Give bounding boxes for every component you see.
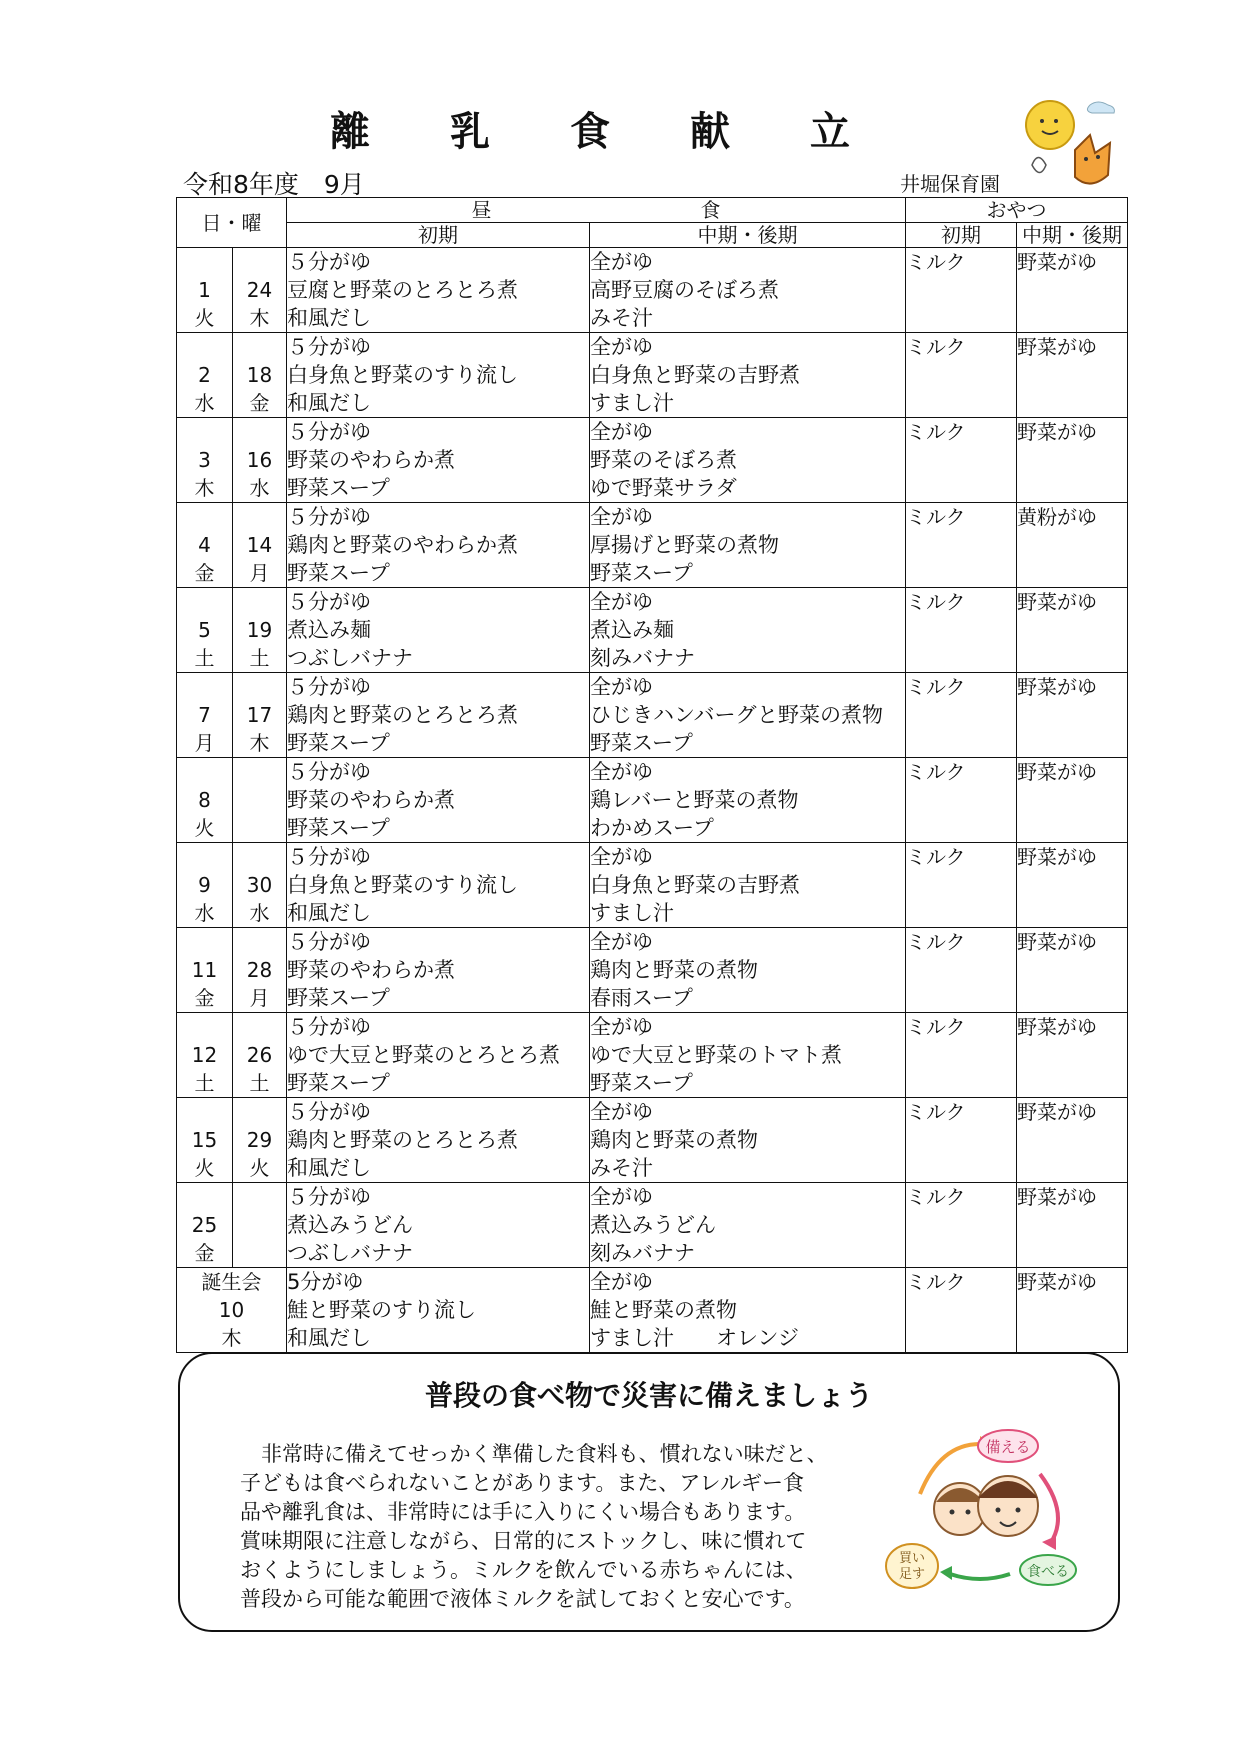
- menu-item: 白身魚と野菜のすり流し: [287, 873, 518, 897]
- table-row: [177, 673, 1128, 758]
- snack-early: ミルク: [906, 1183, 1017, 1268]
- title-char: 離: [330, 108, 370, 155]
- lunch-mid-late: [590, 588, 906, 673]
- menu-item: 煮込みうどん: [590, 1213, 716, 1237]
- note-line: 非常時に備えてせっかく準備した食料も、慣れない味だと、: [240, 1442, 828, 1466]
- food-cycle-illustration: [880, 1414, 1080, 1604]
- snack-early: ミルク: [906, 1098, 1017, 1183]
- table-row: [177, 1013, 1128, 1098]
- menu-item: 全がゆ: [590, 1270, 653, 1294]
- menu-item: 鶏肉と野菜の煮物: [590, 958, 758, 982]
- menu-item: ５分がゆ: [287, 1100, 371, 1124]
- menu-item: すまし汁: [590, 901, 674, 925]
- date-first: [177, 928, 233, 1013]
- menu-item: 鶏肉と野菜の煮物: [590, 1128, 758, 1152]
- menu-item: 煮込み麺: [590, 618, 674, 642]
- menu-item: 豆腐と野菜のとろとろ煮: [287, 278, 518, 302]
- snack-mid-late: 野菜がゆ: [1017, 673, 1128, 758]
- menu-item: 煮込みうどん: [287, 1213, 413, 1237]
- menu-item: すまし汁 オレンジ: [590, 1326, 799, 1350]
- weekday: 金: [194, 561, 215, 585]
- cycle-eat-label: 食べる: [1027, 1564, 1069, 1580]
- lunch-mid-late: [590, 673, 906, 758]
- menu-item: 鶏レバーと野菜の煮物: [590, 788, 799, 812]
- menu-item: 全がゆ: [590, 930, 653, 954]
- menu-item: つぶしバナナ: [287, 1241, 413, 1265]
- date-first: [177, 673, 233, 758]
- snack-mid-late: 野菜がゆ: [1017, 1268, 1128, 1353]
- day-number: 18: [246, 363, 273, 387]
- title-char: 乳: [450, 108, 490, 155]
- menu-item: 刻みバナナ: [590, 646, 695, 670]
- menu-item: 野菜のそぼろ煮: [590, 448, 737, 472]
- school-name: 井堀保育園: [900, 172, 1000, 196]
- lunch-early: [287, 588, 590, 673]
- day-number: 5: [198, 618, 211, 642]
- weekday: 水: [194, 901, 215, 925]
- menu-item: 野菜スープ: [590, 1071, 693, 1095]
- snack-early: ミルク: [906, 673, 1017, 758]
- menu-item: 白身魚と野菜の吉野煮: [590, 873, 800, 897]
- menu-item: 全がゆ: [590, 335, 653, 359]
- header-lunch: [287, 198, 906, 223]
- header-mid-late: 中期・後期: [590, 223, 906, 248]
- day-number: 26: [246, 1043, 273, 1067]
- menu-item: ゆで大豆と野菜のとろとろ煮: [287, 1043, 560, 1067]
- snack-mid-late: 野菜がゆ: [1017, 928, 1128, 1013]
- header-snack-mid-late: 中期・後期: [1017, 223, 1128, 248]
- note-line: 子どもは食べられないことがあります。また、アレルギー食: [240, 1471, 804, 1495]
- menu-item: 野菜スープ: [590, 731, 693, 755]
- day-number: 7: [198, 703, 211, 727]
- note-title: 普段の食べ物で災害に備えましょう: [424, 1379, 873, 1412]
- day-number: 14: [246, 533, 273, 557]
- note-line: 品や離乳食は、非常時には手に入りにくい場合もあります。: [240, 1500, 806, 1524]
- lunch-early: [287, 1268, 590, 1353]
- day-number: 25: [191, 1213, 218, 1237]
- title-char: 献: [690, 108, 730, 155]
- date-first: [177, 1098, 233, 1183]
- menu-item: ５分がゆ: [287, 335, 371, 359]
- weekday: 金: [194, 986, 215, 1010]
- menu-item: 白身魚と野菜の吉野煮: [590, 363, 800, 387]
- title-char: 食: [570, 108, 610, 155]
- title-char: 立: [810, 108, 850, 155]
- day-number: 1: [198, 278, 211, 302]
- menu-item: 鶏肉と野菜のとろとろ煮: [287, 703, 518, 727]
- snack-mid-late: 野菜がゆ: [1017, 1098, 1128, 1183]
- cycle-buy-label-b: 足す: [898, 1567, 926, 1582]
- weekday: 月: [249, 561, 270, 585]
- weekday: 木: [194, 476, 215, 500]
- weekday: 月: [194, 731, 215, 755]
- menu-item: 和風だし: [287, 1326, 371, 1350]
- menu-item: ５分がゆ: [287, 590, 371, 614]
- menu-item: ５分がゆ: [287, 845, 371, 869]
- table-row: [177, 1098, 1128, 1183]
- menu-item: 全がゆ: [590, 1100, 653, 1124]
- lunch-mid-late: [590, 1268, 906, 1353]
- snack-mid-late: 野菜がゆ: [1017, 758, 1128, 843]
- menu-item: わかめスープ: [590, 816, 714, 840]
- snack-early: ミルク: [906, 928, 1017, 1013]
- menu-item: 鮭と野菜の煮物: [590, 1298, 737, 1322]
- day-number: 12: [191, 1043, 218, 1067]
- header-snack: おやつ: [906, 198, 1128, 223]
- weekday: 木: [249, 306, 270, 330]
- day-number: 29: [246, 1128, 273, 1152]
- day-number: 15: [191, 1128, 218, 1152]
- menu-item: 全がゆ: [590, 590, 653, 614]
- lunch-mid-late: [590, 503, 906, 588]
- menu-item: ５分がゆ: [287, 250, 371, 274]
- menu-item: ゆで大豆と野菜のトマト煮: [590, 1043, 842, 1067]
- menu-item: 高野豆腐のそぼろ煮: [590, 278, 779, 302]
- header-lunch-b: 食: [700, 198, 721, 222]
- lunch-early: [287, 758, 590, 843]
- snack-early: ミルク: [906, 1013, 1017, 1098]
- day-number: 24: [246, 278, 273, 302]
- snack-early: ミルク: [906, 1268, 1017, 1353]
- lunch-mid-late: [590, 418, 906, 503]
- header-lunch-a: 昼: [471, 198, 492, 222]
- menu-item: 野菜スープ: [287, 731, 390, 755]
- menu-item: 全がゆ: [590, 760, 653, 784]
- menu-item: 全がゆ: [590, 505, 653, 529]
- weekday: 土: [194, 1071, 215, 1095]
- note-body: [240, 1440, 880, 1614]
- table-row: [177, 248, 1128, 333]
- date-second: [233, 673, 287, 758]
- date-first: [177, 1013, 233, 1098]
- snack-early: ミルク: [906, 333, 1017, 418]
- menu-item: ５分がゆ: [287, 505, 371, 529]
- day-number: 17: [246, 703, 273, 727]
- menu-item: 全がゆ: [590, 1015, 653, 1039]
- menu-item: 野菜スープ: [287, 986, 390, 1010]
- menu-item: 野菜のやわらか煮: [287, 448, 455, 472]
- table-row: [177, 418, 1128, 503]
- lunch-early: [287, 1183, 590, 1268]
- table-row: [177, 843, 1128, 928]
- note-line: 賞味期限に注意しながら、日常的にストックし、味に慣れて: [240, 1529, 807, 1553]
- weekday: 土: [249, 646, 270, 670]
- lunch-early: [287, 673, 590, 758]
- snack-early: ミルク: [906, 503, 1017, 588]
- date-second: [233, 758, 287, 843]
- lunch-mid-late: [590, 248, 906, 333]
- menu-item: 和風だし: [287, 901, 371, 925]
- date-second: [233, 248, 287, 333]
- birthday-day: 10: [218, 1298, 245, 1322]
- birthday-date: [177, 1268, 287, 1353]
- menu-item: ５分がゆ: [287, 930, 371, 954]
- snack-mid-late: 野菜がゆ: [1017, 1183, 1128, 1268]
- menu-item: 全がゆ: [590, 675, 653, 699]
- cycle-buy-label-a: 買い: [898, 1551, 926, 1566]
- lunch-mid-late: [590, 928, 906, 1013]
- header-early: 初期: [287, 223, 590, 248]
- weekday: 火: [194, 1156, 215, 1180]
- day-number: 8: [198, 788, 211, 812]
- note-line: おくようにしましょう。ミルクを飲んでいる赤ちゃんには、: [240, 1558, 807, 1582]
- birthday-dow: 木: [221, 1326, 242, 1350]
- snack-early: ミルク: [906, 248, 1017, 333]
- menu-item: ５分がゆ: [287, 760, 371, 784]
- date-first: [177, 758, 233, 843]
- moon-fox-illustration: [1020, 95, 1120, 195]
- lunch-mid-late: [590, 843, 906, 928]
- day-number: 16: [246, 448, 273, 472]
- date-second: [233, 333, 287, 418]
- fiscal-month: 令和8年度 9月: [183, 170, 365, 199]
- snack-early: ミルク: [906, 843, 1017, 928]
- menu-table: [176, 197, 1128, 1353]
- snack-early: ミルク: [906, 588, 1017, 673]
- day-number: 28: [246, 958, 273, 982]
- birthday-row: [177, 1268, 1128, 1353]
- date-second: [233, 928, 287, 1013]
- menu-item: ひじきハンバーグと野菜の煮物: [590, 703, 883, 727]
- date-first: [177, 248, 233, 333]
- date-first: [177, 503, 233, 588]
- menu-item: 全がゆ: [590, 1185, 653, 1209]
- date-second: [233, 588, 287, 673]
- menu-item: 全がゆ: [590, 250, 653, 274]
- snack-early: ミルク: [906, 758, 1017, 843]
- menu-item: 野菜のやわらか煮: [287, 788, 455, 812]
- date-second: [233, 843, 287, 928]
- weekday: 水: [194, 391, 215, 415]
- menu-item: 春雨スープ: [590, 986, 693, 1010]
- weekday: 土: [194, 646, 215, 670]
- weekday: 土: [249, 1071, 270, 1095]
- menu-item: 野菜スープ: [287, 816, 390, 840]
- menu-item: 野菜スープ: [590, 561, 693, 585]
- table-row: [177, 928, 1128, 1013]
- snack-early: ミルク: [906, 418, 1017, 503]
- lunch-early: [287, 248, 590, 333]
- menu-item: 厚揚げと野菜の煮物: [590, 533, 779, 557]
- lunch-mid-late: [590, 1098, 906, 1183]
- lunch-early: [287, 1013, 590, 1098]
- date-first: [177, 333, 233, 418]
- header-snack-early: 初期: [906, 223, 1017, 248]
- birthday-label: 誕生会: [201, 1270, 262, 1294]
- weekday: 金: [249, 391, 270, 415]
- snack-mid-late: 黄粉がゆ: [1017, 503, 1128, 588]
- snack-mid-late: 野菜がゆ: [1017, 1013, 1128, 1098]
- menu-item: みそ汁: [590, 1156, 653, 1180]
- date-second: [233, 1183, 287, 1268]
- lunch-early: [287, 418, 590, 503]
- date-first: [177, 418, 233, 503]
- menu-item: 野菜スープ: [287, 1071, 390, 1095]
- menu-item: 煮込み麺: [287, 618, 371, 642]
- lunch-mid-late: [590, 1013, 906, 1098]
- menu-item: ５分がゆ: [287, 675, 371, 699]
- weekday: 火: [194, 816, 215, 840]
- weekday: 水: [249, 476, 270, 500]
- day-number: 9: [198, 873, 211, 897]
- menu-item: つぶしバナナ: [287, 646, 413, 670]
- lunch-early: [287, 503, 590, 588]
- day-number: 3: [198, 448, 211, 472]
- disaster-note: [178, 1352, 1120, 1632]
- menu-item: みそ汁: [590, 306, 653, 330]
- table-row: [177, 758, 1128, 843]
- page-title: [330, 100, 850, 156]
- snack-mid-late: 野菜がゆ: [1017, 333, 1128, 418]
- menu-item: 野菜のやわらか煮: [287, 958, 455, 982]
- menu-item: 全がゆ: [590, 845, 653, 869]
- table-row: [177, 333, 1128, 418]
- day-number: 19: [246, 618, 273, 642]
- menu-item: ５分がゆ: [287, 420, 371, 444]
- date-second: [233, 418, 287, 503]
- snack-mid-late: 野菜がゆ: [1017, 248, 1128, 333]
- lunch-early: [287, 333, 590, 418]
- menu-item: 和風だし: [287, 391, 371, 415]
- snack-mid-late: 野菜がゆ: [1017, 418, 1128, 503]
- table-row: [177, 588, 1128, 673]
- cycle-prepare-label: 備える: [985, 1438, 1031, 1456]
- menu-item: 刻みバナナ: [590, 1241, 695, 1265]
- menu-item: 5分がゆ: [287, 1270, 364, 1294]
- menu-item: 野菜スープ: [287, 476, 390, 500]
- date-first: [177, 843, 233, 928]
- lunch-early: [287, 843, 590, 928]
- menu-item: 鶏肉と野菜のやわらか煮: [287, 533, 518, 557]
- menu-item: すまし汁: [590, 391, 674, 415]
- menu-item: 和風だし: [287, 306, 371, 330]
- lunch-early: [287, 1098, 590, 1183]
- day-number: 4: [198, 533, 211, 557]
- date-first: [177, 1183, 233, 1268]
- menu-item: 鮭と野菜のすり流し: [287, 1298, 476, 1322]
- day-number: 11: [191, 958, 218, 982]
- lunch-mid-late: [590, 758, 906, 843]
- date-first: [177, 588, 233, 673]
- header-day: 日・曜: [177, 198, 287, 248]
- snack-mid-late: 野菜がゆ: [1017, 588, 1128, 673]
- day-number: 2: [198, 363, 211, 387]
- table-row: [177, 503, 1128, 588]
- date-second: [233, 1013, 287, 1098]
- weekday: 月: [249, 986, 270, 1010]
- lunch-early: [287, 928, 590, 1013]
- weekday: 火: [249, 1156, 270, 1180]
- menu-item: 野菜スープ: [287, 561, 390, 585]
- weekday: 火: [194, 306, 215, 330]
- snack-mid-late: 野菜がゆ: [1017, 843, 1128, 928]
- menu-item: 和風だし: [287, 1156, 371, 1180]
- note-line: 普段から可能な範囲で液体ミルクを試しておくと安心です。: [240, 1587, 805, 1611]
- weekday: 金: [194, 1241, 215, 1265]
- date-second: [233, 503, 287, 588]
- weekday: 水: [249, 901, 270, 925]
- menu-item: 白身魚と野菜のすり流し: [287, 363, 518, 387]
- weekday: 木: [249, 731, 270, 755]
- table-row: [177, 1183, 1128, 1268]
- menu-item: ５分がゆ: [287, 1015, 371, 1039]
- lunch-mid-late: [590, 1183, 906, 1268]
- day-number: 30: [246, 873, 273, 897]
- menu-item: 鶏肉と野菜のとろとろ煮: [287, 1128, 518, 1152]
- menu-item: ５分がゆ: [287, 1185, 371, 1209]
- date-second: [233, 1098, 287, 1183]
- menu-item: ゆで野菜サラダ: [590, 476, 737, 500]
- lunch-mid-late: [590, 333, 906, 418]
- menu-item: 全がゆ: [590, 420, 653, 444]
